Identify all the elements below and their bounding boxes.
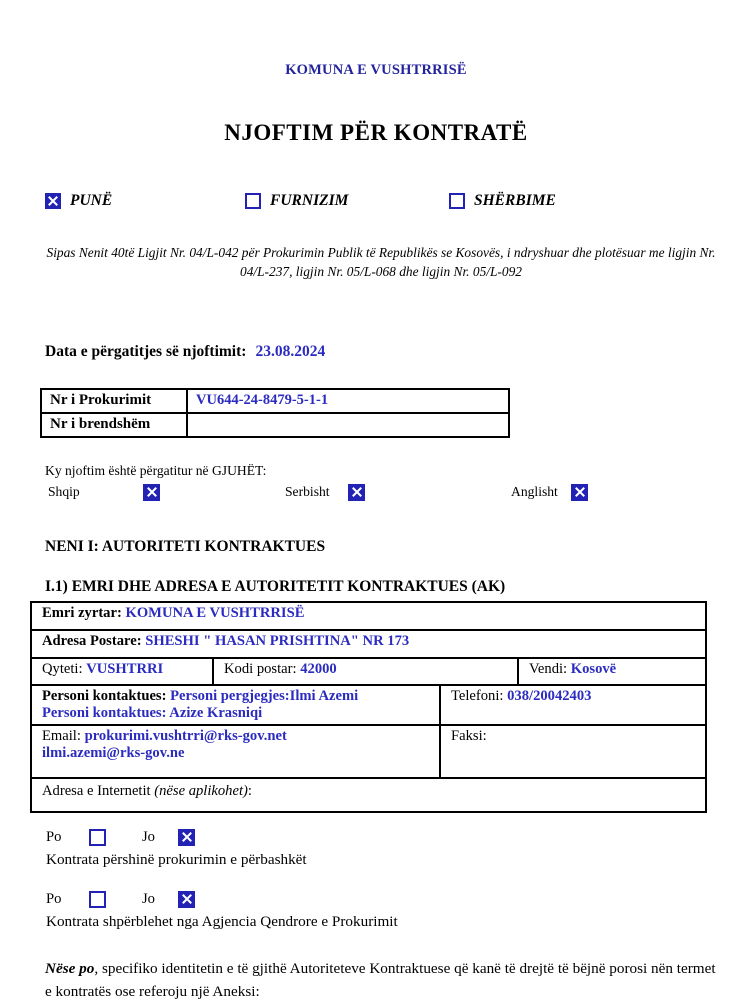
section-1-heading: NENI I: AUTORITETI KONTRAKTUES <box>45 537 326 555</box>
page-title: NJOFTIM PËR KONTRATË <box>224 120 528 145</box>
no-label: Jo <box>142 890 155 907</box>
yes-label: Po <box>46 890 62 907</box>
fax-label: Faksi: <box>451 727 487 744</box>
contact-person-row <box>32 684 705 724</box>
email-label: Email: <box>42 727 81 744</box>
q2-po-checkbox[interactable] <box>89 891 106 908</box>
contract-type-label: FURNIZIM <box>270 192 349 209</box>
country-value: Kosovë <box>570 660 617 677</box>
q1-po-checkbox[interactable] <box>89 829 106 846</box>
contact-person-cell <box>32 686 439 724</box>
language-label: Anglisht <box>511 484 558 500</box>
postal-code-value: 42000 <box>300 660 337 677</box>
annex-note-text: , specifiko identitetin e të gjithë Autoriteteve Kontraktuese që kanë të drejtë të bëjnë porosi nën termet e kontratës ose referoju një Aneksi: <box>45 959 716 1000</box>
joint-procurement-question <box>46 829 707 869</box>
sherbime-checkbox[interactable] <box>449 193 465 209</box>
contact-person-value-line2: Personi kontaktues: Azize Krasniqi <box>42 704 263 721</box>
postal-address-row <box>32 629 705 657</box>
internal-number-value[interactable] <box>187 413 509 437</box>
city-cell <box>32 659 212 684</box>
notice-date-value: 23.08.2024 <box>255 342 326 360</box>
official-name-value: KOMUNA E VUSHTRRISË <box>125 604 305 621</box>
fax-cell <box>439 726 705 777</box>
organization-name: KOMUNA E VUSHTRRISË <box>285 62 467 78</box>
internal-number-label: Nr i brendshëm <box>41 413 187 437</box>
no-label: Jo <box>142 828 155 845</box>
postal-address-label: Adresa Postare: <box>42 632 142 649</box>
phone-label: Telefoni: <box>451 687 504 704</box>
question-text: Kontrata përshinë prokurimin e përbashkët <box>46 850 307 868</box>
languages-intro: Ky njoftim është përgatitur në GJUHËT: <box>45 462 267 478</box>
language-label: Shqip <box>48 484 80 500</box>
city-value: VUSHTRRI <box>86 660 164 677</box>
contract-type-label: PUNË <box>70 192 113 209</box>
language-shqip <box>48 484 285 501</box>
country-cell <box>517 659 705 684</box>
serbisht-checkbox[interactable] <box>348 484 365 501</box>
postal-code-label: Kodi postar: <box>224 660 297 677</box>
internet-address-suffix: : <box>247 782 252 799</box>
yes-no-row <box>46 891 707 908</box>
internet-address-note: (nëse aplikohet) <box>154 782 248 799</box>
internet-address-cell <box>32 781 705 811</box>
official-name-label: Emri zyrtar: <box>42 604 122 621</box>
pune-checkbox[interactable] <box>45 193 61 209</box>
internet-address-label: Adresa e Internetit <box>42 782 155 799</box>
notice-date-line <box>45 343 707 361</box>
yes-no-row <box>46 829 707 846</box>
contact-person-label: Personi kontaktues: <box>42 687 167 704</box>
postal-code-cell <box>212 659 517 684</box>
city-row <box>32 657 705 684</box>
official-name-row <box>32 603 705 629</box>
email-value: prokurimi.vushtrri@rks-gov.net <box>84 727 287 744</box>
table-row <box>41 389 509 413</box>
q1-jo-checkbox[interactable] <box>178 829 195 846</box>
phone-value: 038/20042403 <box>507 687 592 704</box>
internet-address-row <box>32 777 705 811</box>
contract-type-pune <box>45 192 245 210</box>
contract-type-sherbime <box>449 192 707 210</box>
language-label: Serbisht <box>285 484 330 500</box>
country-label: Vendi: <box>529 660 568 677</box>
q2-jo-checkbox[interactable] <box>178 891 195 908</box>
phone-cell <box>439 686 705 724</box>
legal-basis-paragraph: Sipas Nenit 40të Ligjit Nr. 04/L-042 për Prokurimin Publik të Republikës se Kosovës, i ndryshuar dhe plotësuar me ligjin Nr. 04/L-237, ligjin Nr. 05/L-068 dhe ligjin Nr. 05/L-092 <box>46 245 716 280</box>
procurement-number-table <box>40 388 510 438</box>
contract-type-row <box>45 192 707 210</box>
annex-note-lead: Nëse po <box>45 959 95 977</box>
email-cell <box>32 726 439 777</box>
language-serbisht <box>285 484 511 501</box>
contract-type-label: SHËRBIME <box>474 192 556 209</box>
anglisht-checkbox[interactable] <box>571 484 588 501</box>
annex-note <box>45 958 721 1003</box>
email-value-line2: ilmi.azemi@rks-gov.ne <box>42 744 185 761</box>
shqip-checkbox[interactable] <box>143 484 160 501</box>
contract-type-furnizim <box>245 192 449 210</box>
official-name-cell <box>32 603 705 629</box>
furnizim-checkbox[interactable] <box>245 193 261 209</box>
languages-row <box>45 484 707 501</box>
section-1-1-subheading: I.1) EMRI DHE ADRESA E AUTORITETIT KONTRAKTUES (AK) <box>45 577 506 595</box>
table-row <box>41 413 509 437</box>
question-text: Kontrata shpërblehet nga Agjencia Qendrore e Prokurimit <box>46 912 398 930</box>
email-row <box>32 724 705 777</box>
language-anglisht <box>511 484 588 501</box>
postal-address-cell <box>32 631 705 657</box>
postal-address-value: SHESHI " HASAN PRISHTINA" NR 173 <box>145 632 410 649</box>
city-label: Qyteti: <box>42 660 83 677</box>
yes-label: Po <box>46 828 62 845</box>
authority-table <box>30 601 707 813</box>
contact-person-value: Personi pergjegjes:Ilmi Azemi <box>170 687 359 704</box>
central-agency-question <box>46 891 707 931</box>
notice-date-label: Data e përgatitjes së njoftimit: <box>45 342 247 360</box>
procurement-number-value: VU644-24-8479-5-1-1 <box>187 389 509 413</box>
procurement-number-label: Nr i Prokurimit <box>41 389 187 413</box>
